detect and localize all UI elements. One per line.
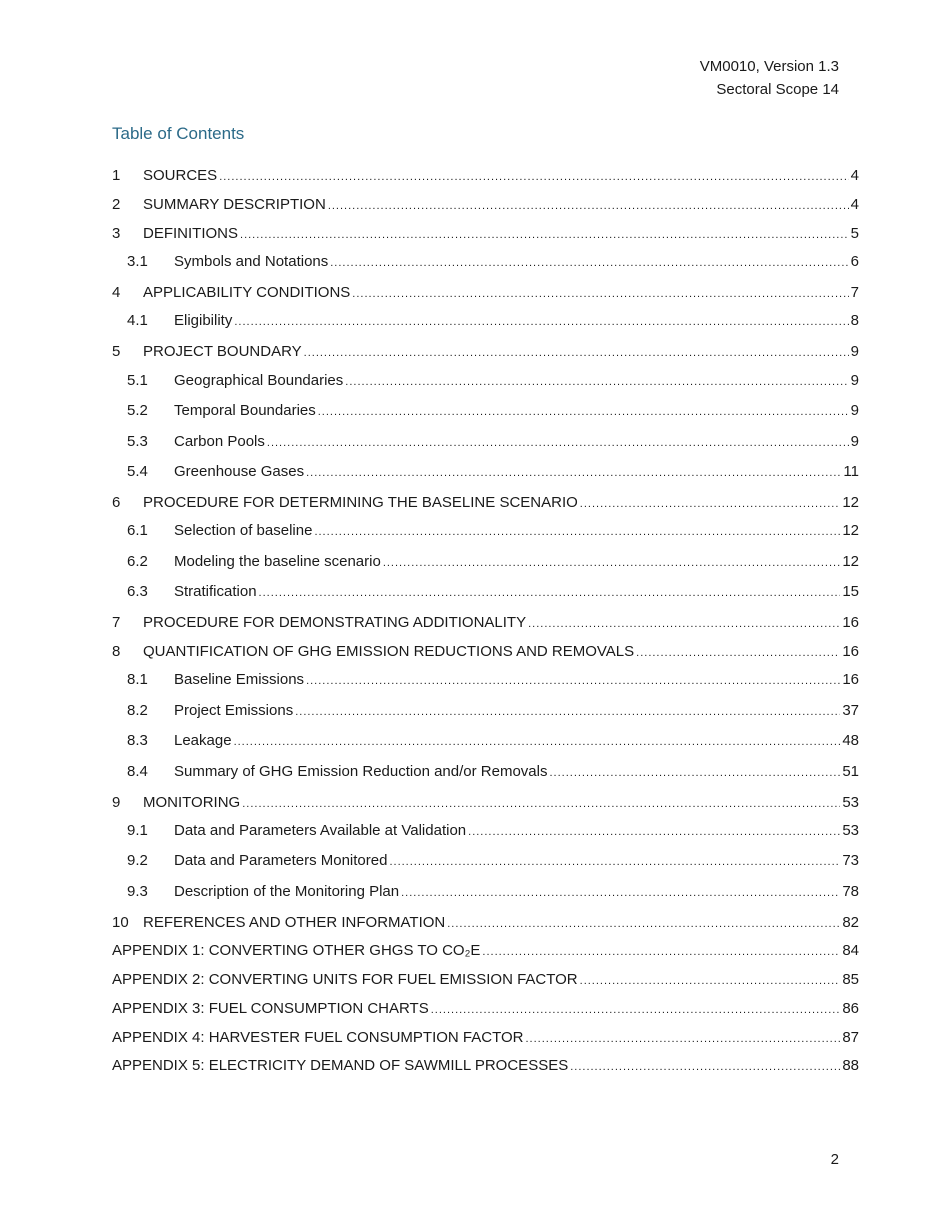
toc-entry-title: Symbols and Notations [174, 253, 329, 270]
toc-entry[interactable] [112, 793, 859, 813]
dot-leader [580, 493, 841, 514]
toc-entry-number: 5.4 [127, 463, 148, 480]
dot-leader [242, 793, 840, 814]
toc-entry-title: APPENDIX 4: HARVESTER FUEL CONSUMPTION FACTOR [112, 1029, 524, 1046]
toc-entry-number: 8 [112, 643, 121, 660]
toc-entry-number: 5 [112, 343, 121, 360]
dot-leader [383, 552, 841, 573]
toc-entry-number: 8.2 [127, 702, 148, 719]
toc-entry[interactable] [127, 401, 859, 421]
toc-entry[interactable] [127, 821, 859, 841]
dot-leader [468, 821, 840, 842]
toc-entry-page: 12 [842, 522, 859, 539]
toc-entry[interactable] [112, 1056, 859, 1076]
toc-entry[interactable] [127, 521, 859, 541]
toc-entry[interactable] [127, 882, 859, 902]
toc-entry-number: 6.3 [127, 583, 148, 600]
toc-entry-number: 6.1 [127, 522, 148, 539]
toc-entry-title: Eligibility [174, 312, 233, 329]
toc-entry-number: 8.4 [127, 763, 148, 780]
toc-entry[interactable] [112, 166, 859, 186]
toc-entry-page: 5 [850, 225, 859, 242]
toc-entry[interactable] [112, 941, 859, 961]
dot-leader [328, 195, 849, 216]
dot-leader [234, 731, 841, 752]
toc-entry-page: 73 [842, 852, 859, 869]
toc-entry-page: 16 [842, 643, 859, 660]
toc-entry-title: Selection of baseline [174, 522, 313, 539]
toc-entry[interactable] [127, 252, 859, 272]
dot-leader [549, 762, 840, 783]
toc-entry-page: 37 [842, 702, 859, 719]
toc-entry-number: 10 [112, 914, 129, 931]
toc-entry-page: 12 [842, 494, 859, 511]
toc-entry[interactable] [112, 224, 859, 244]
toc-entry[interactable] [112, 999, 859, 1019]
toc-entry-page: 48 [842, 732, 859, 749]
toc-entry[interactable] [112, 283, 859, 303]
toc-entry-page: 6 [850, 253, 859, 270]
toc-entry-page: 7 [850, 284, 859, 301]
toc-entry-title: Data and Parameters Available at Validation [174, 822, 467, 839]
toc-entry-number: 6 [112, 494, 121, 511]
dot-leader [240, 224, 849, 245]
dot-leader [259, 582, 841, 603]
dot-leader [314, 521, 840, 542]
toc-entry[interactable] [112, 1028, 859, 1048]
dot-leader [330, 252, 848, 273]
toc-entry-number: 5.2 [127, 402, 148, 419]
toc-entry-title: APPENDIX 5: ELECTRICITY DEMAND OF SAWMILL PROCESSES [112, 1057, 569, 1074]
dot-leader [528, 613, 840, 634]
toc-entry[interactable] [127, 311, 859, 331]
toc-entry-page: 88 [842, 1057, 859, 1074]
toc-entry[interactable] [112, 970, 859, 990]
toc-entry-number: 4 [112, 284, 121, 301]
dot-leader [431, 999, 841, 1020]
toc-entry[interactable] [127, 462, 859, 482]
toc-entry-page: 15 [842, 583, 859, 600]
toc-entry[interactable] [127, 762, 859, 782]
toc-entry-title: Stratification [174, 583, 257, 600]
toc-entry-page: 4 [850, 167, 859, 184]
dot-leader [570, 1056, 840, 1077]
toc-entry-title: Carbon Pools [174, 433, 265, 450]
toc-entry[interactable] [127, 582, 859, 602]
toc-entry-page: 16 [842, 671, 859, 688]
toc-entry-title: Description of the Monitoring Plan [174, 883, 400, 900]
toc-entry-page: 86 [842, 1000, 859, 1017]
dot-leader [295, 701, 840, 722]
toc-entry[interactable] [112, 342, 859, 362]
toc-entry-title: DEFINITIONS [143, 225, 239, 242]
toc-entry-number: 9.3 [127, 883, 148, 900]
toc-entry-page: 85 [842, 971, 859, 988]
toc-entry-page: 8 [850, 312, 859, 329]
dot-leader [306, 670, 840, 691]
toc-entry-number: 5.3 [127, 433, 148, 450]
toc-entry-title: Temporal Boundaries [174, 402, 316, 419]
toc-entry[interactable] [112, 493, 859, 513]
dot-leader [267, 432, 849, 453]
sectoral-scope: Sectoral Scope 14 [716, 81, 839, 98]
toc-title: Table of Contents [112, 124, 245, 143]
toc-entry-page: 4 [850, 196, 859, 213]
toc-entry[interactable] [112, 195, 859, 215]
toc-entry-page: 84 [842, 942, 859, 959]
toc-entry-title: PROJECT BOUNDARY [143, 343, 302, 360]
toc-entry-page: 16 [842, 614, 859, 631]
toc-entry-title: SUMMARY DESCRIPTION [143, 196, 326, 213]
toc-entry-number: 8.3 [127, 732, 148, 749]
toc-entry-number: 6.2 [127, 553, 148, 570]
toc-entry-page: 87 [842, 1029, 859, 1046]
toc-entry-title: Modeling the baseline scenario [174, 553, 381, 570]
toc-entry-number: 9.2 [127, 852, 148, 869]
toc-entry-page: 53 [842, 822, 859, 839]
dot-leader [389, 851, 840, 872]
toc-entry-title: APPENDIX 2: CONVERTING UNITS FOR FUEL EMISSION FACTOR [112, 971, 578, 988]
toc-entry-number: 1 [112, 167, 121, 184]
toc-entry[interactable] [127, 701, 859, 721]
toc-entry-number: 2 [112, 196, 121, 213]
toc-entry[interactable] [127, 670, 859, 690]
toc-entry[interactable] [127, 851, 859, 871]
toc-entry-number: 3.1 [127, 253, 148, 270]
toc-entry-page: 9 [850, 402, 859, 419]
toc-entry-number: 3 [112, 225, 121, 242]
toc-entry-page: 82 [842, 914, 859, 931]
toc-entry-title: SOURCES [143, 167, 218, 184]
dot-leader [219, 166, 848, 187]
toc-entry-page: 9 [850, 372, 859, 389]
toc-entry[interactable] [127, 371, 859, 391]
toc-entry[interactable] [127, 552, 859, 572]
toc-entry-title: APPENDIX 1: CONVERTING OTHER GHGS TO CO₂E [112, 942, 481, 959]
toc-entry-page: 9 [850, 343, 859, 360]
toc-entry-page: 11 [843, 463, 859, 480]
toc-entry-number: 4.1 [127, 312, 148, 329]
toc-entry-title: Leakage [174, 732, 232, 749]
toc-entry-title: REFERENCES AND OTHER INFORMATION [143, 914, 446, 931]
page-header [700, 55, 839, 101]
dot-leader [318, 401, 849, 422]
toc-entry-number: 8.1 [127, 671, 148, 688]
dot-leader [636, 642, 840, 663]
toc-entry-number: 9 [112, 794, 121, 811]
dot-leader [447, 913, 840, 934]
dot-leader [580, 970, 841, 991]
toc-entry-title: Geographical Boundaries [174, 372, 344, 389]
toc-entry-number: 5.1 [127, 372, 148, 389]
toc-entry-title: Summary of GHG Emission Reduction and/or Removals [174, 763, 548, 780]
toc-entry-title: APPENDIX 3: FUEL CONSUMPTION CHARTS [112, 1000, 429, 1017]
toc-entry-title: QUANTIFICATION OF GHG EMISSION REDUCTIONS AND REMOVALS [143, 643, 635, 660]
toc-entry-page: 78 [842, 883, 859, 900]
toc-entry-title: Project Emissions [174, 702, 294, 719]
toc-entry-title: Baseline Emissions [174, 671, 305, 688]
toc-entry-page: 12 [842, 553, 859, 570]
toc-entry-number: 7 [112, 614, 121, 631]
dot-leader [345, 371, 848, 392]
toc-entry-title: PROCEDURE FOR DEMONSTRATING ADDITIONALITY [143, 614, 527, 631]
toc-entry[interactable] [127, 432, 859, 452]
document-id: VM0010, Version 1.3 [699, 58, 839, 75]
toc-entry-page: 9 [850, 433, 859, 450]
dot-leader [525, 1028, 840, 1049]
toc-entry-title: Data and Parameters Monitored [174, 852, 388, 869]
toc-entry-number: 9.1 [127, 822, 148, 839]
toc-entry[interactable] [127, 731, 859, 751]
toc-entry-page: 53 [842, 794, 859, 811]
toc-entry[interactable] [112, 913, 859, 933]
toc-entry-page: 51 [842, 763, 859, 780]
toc-entry-title: APPLICABILITY CONDITIONS [143, 284, 351, 301]
dot-leader [304, 342, 849, 363]
toc-entry[interactable] [112, 642, 859, 662]
dot-leader [482, 941, 840, 962]
dot-leader [401, 882, 840, 903]
toc-entry[interactable] [112, 613, 859, 633]
dot-leader [234, 311, 848, 332]
page-number: 2 [830, 1151, 839, 1168]
dot-leader [352, 283, 848, 304]
toc-entry-title: PROCEDURE FOR DETERMINING THE BASELINE SCENARIO [143, 494, 578, 511]
dot-leader [306, 462, 841, 483]
toc-entry-title: Greenhouse Gases [174, 463, 305, 480]
toc-entry-title: MONITORING [143, 794, 241, 811]
